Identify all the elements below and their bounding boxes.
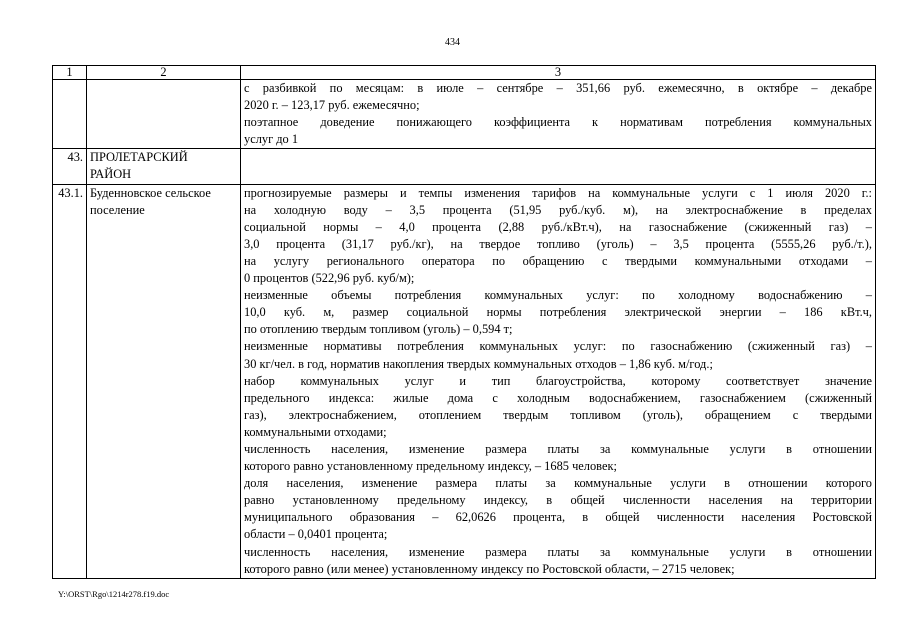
text-line: 2020 г. – 123,17 руб. ежемесячно; <box>244 98 420 113</box>
district-name-line-2: РАЙОН <box>90 167 132 182</box>
text-line: прогнозируемые размеры и темпы изменения тарифов на коммунальные услуги с 1 июля 2020 г.: <box>244 185 872 200</box>
text-line: услуг до 1 <box>244 132 299 147</box>
tariff-table <box>52 65 876 579</box>
paragraph <box>244 441 872 475</box>
column-header-1: 1 <box>53 66 87 80</box>
text-line: неизменные нормативы потребления коммунальных услуг: по газоснабжению (сжиженный газ) – <box>244 339 872 354</box>
table-header-row <box>53 66 876 80</box>
text-line: по отоплению твердым топливом (уголь) – 0,594 т; <box>244 322 513 337</box>
text-line: 3,0 процента (31,17 руб./кг), на твердое топливо (уголь) – 3,5 процента (5555,26 руб./т.), <box>244 236 872 251</box>
text-line: поэтапное доведение понижающего коэффициента к нормативам потребления коммунальных <box>244 115 872 130</box>
text-line: с разбивкой по месяцам: в июле – сентябре – 351,66 руб. ежемесячно, в октябре – декабре <box>244 81 872 95</box>
text-line: 0 процентов (522,96 руб. куб/м); <box>244 271 415 286</box>
text-line: предельного индекса: жилые дома с холодным водоснабжением, газоснабжением (сжиженный <box>244 390 872 405</box>
text-line: муниципального образования – 62,0626 процента, в общей численности населения Ростовской <box>244 510 872 525</box>
district-name-line-1: ПРОЛЕТАРСКИЙ <box>90 150 188 165</box>
text-line: 30 кг/чел. в год, норматив накопления твердых коммунальных отходов – 1,86 куб. м/год.; <box>244 356 713 371</box>
text-line: на услугу регионального оператора по обращению с твердыми коммунальными отходами – <box>244 253 872 268</box>
settlement-paragraphs <box>244 185 872 578</box>
settlement-row <box>53 184 876 578</box>
text-line: неизменные объемы потребления коммунальных услуг: по холодному водоснабжению – <box>244 288 872 303</box>
page-number: 434 <box>445 37 460 48</box>
settlement-name-line-2: поселение <box>90 202 145 217</box>
settlement-number: 43.1. <box>53 184 87 578</box>
text-line: 10,0 куб. м, размер социальной нормы потребления электрической энергии – 186 кВт.ч, <box>244 305 872 320</box>
district-name <box>87 149 241 184</box>
text-line: набор коммунальных услуг и тип благоустройства, которому соответствует значение <box>244 373 872 388</box>
district-number: 43. <box>53 149 87 184</box>
district-row <box>53 149 876 184</box>
text-line: которого равно (или менее) установленному индексу по Ростовской области, – 2715 человек; <box>244 561 735 576</box>
settlement-name-line-1: Буденновское сельское <box>90 185 211 200</box>
column-header-3: 3 <box>241 66 876 80</box>
text-line: равно установленному предельному индексу, в общей численности населения на территории <box>244 493 872 508</box>
text-line: области – 0,0401 процента; <box>244 527 388 542</box>
paragraph <box>244 114 872 148</box>
text-line: доля населения, изменение размера платы за коммунальные услуги в отношении которого <box>244 476 872 491</box>
text-line: численность населения, изменение размера платы за коммунальные услуги в отношении <box>244 441 872 456</box>
paragraph <box>244 185 872 288</box>
paragraph <box>244 287 872 338</box>
footer-file-path: Y:\ORST\Rgo\1214r278.f19.doc <box>58 589 170 599</box>
text-line: на холодную воду – 3,5 процента (51,95 руб./куб. м), на электроснабжение в пределах <box>244 202 872 217</box>
paragraph <box>244 338 872 372</box>
text-line: коммунальными отходами; <box>244 424 387 439</box>
paragraph <box>244 373 872 441</box>
paragraph <box>244 475 872 543</box>
text-line: численность населения, изменение размера платы за коммунальные услуги в отношении <box>244 544 872 559</box>
settlement-details <box>241 184 876 578</box>
paragraph <box>244 544 872 578</box>
continuation-text <box>241 80 876 149</box>
column-header-2: 2 <box>87 66 241 80</box>
text-line: социальной нормы – 4,0 процента (2,88 руб./кВт.ч), на газоснабжение (сжиженный газ) – <box>244 219 872 234</box>
paragraph <box>244 80 872 114</box>
continuation-row <box>53 80 876 149</box>
continuation-paragraphs <box>244 80 872 148</box>
text-line: газ), электроснабжением, отоплением твердым топливом (уголь), обращением с твердыми <box>244 407 872 422</box>
text-line: которого равно установленному предельному индексу, – 1685 человек; <box>244 459 617 474</box>
settlement-name <box>87 184 241 578</box>
